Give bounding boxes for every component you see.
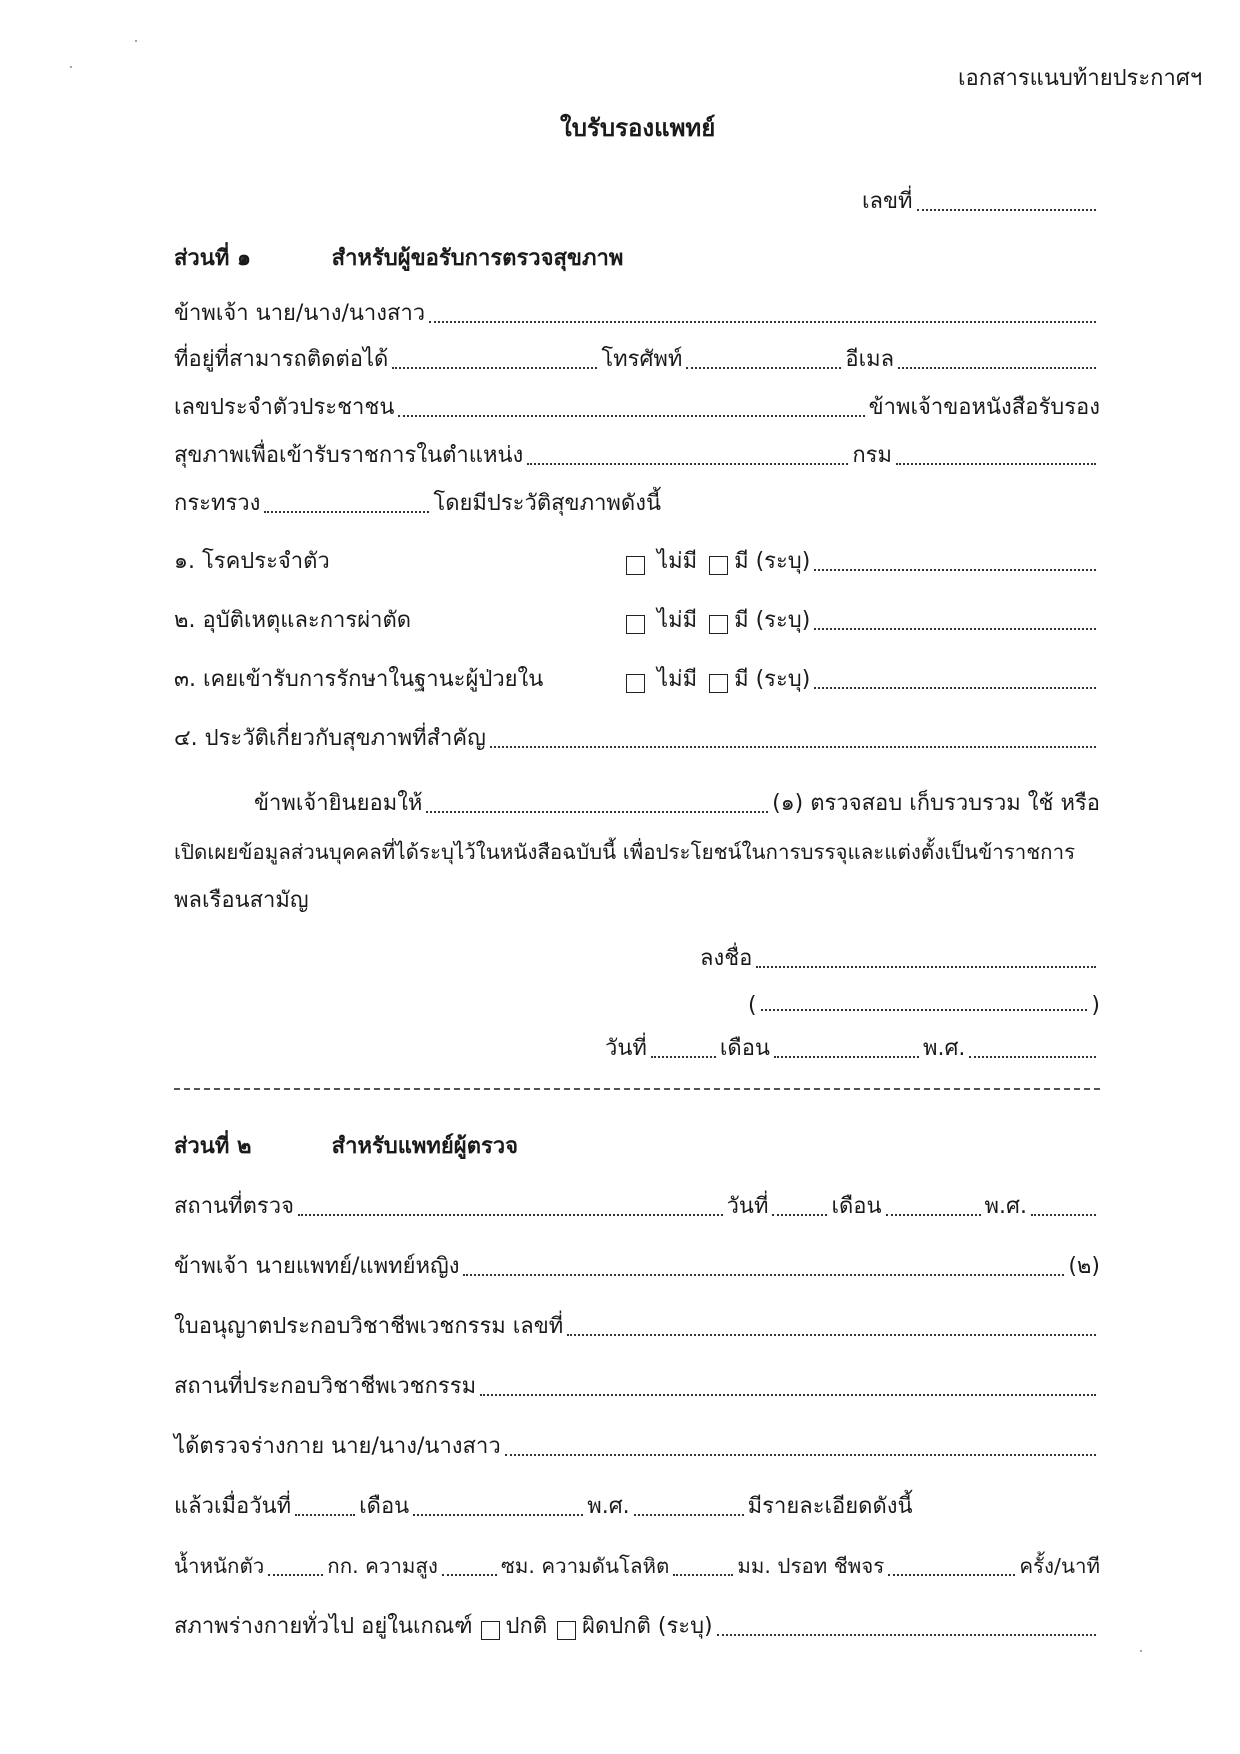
history-item xyxy=(174,656,1100,696)
cm-label: ซม. ความดันโลหิต xyxy=(500,1554,670,1578)
part2-heading xyxy=(174,1128,518,1163)
place-field[interactable] xyxy=(298,1214,723,1216)
sign-label: ลงชื่อ xyxy=(700,946,753,971)
doctor-row xyxy=(174,1243,1100,1283)
consent-agency-field[interactable] xyxy=(426,811,768,813)
pulse-field[interactable] xyxy=(888,1574,1015,1576)
pulse-unit: ครั้ง/นาที xyxy=(1019,1554,1100,1578)
scan-speck xyxy=(70,66,72,68)
mmhg-label: มม. ปรอท ชีพจร xyxy=(737,1554,885,1578)
history-item xyxy=(174,538,1100,578)
doctor-name-field[interactable] xyxy=(463,1274,1064,1276)
consent-line-2: เปิดเผยข้อมูลส่วนบุคคลที่ได้ระบุไว้ในหนังสือฉบับนี้ เพื่อประโยชน์ในการบรรจุและแต่งตั้งเป็นข้าราชการ xyxy=(174,840,1076,864)
history-item xyxy=(174,597,1100,637)
part2-heading-text: สำหรับแพทย์ผู้ตรวจ xyxy=(331,1134,519,1159)
page-title: ใบรับรองแพทย์ xyxy=(560,114,716,142)
applicant-name-row xyxy=(174,290,1100,330)
department-field[interactable] xyxy=(896,463,1096,465)
citizen-id-field[interactable] xyxy=(398,415,864,417)
examined-label: ได้ตรวจร่างกาย นาย/นาง/นางสาว xyxy=(174,1434,501,1459)
phone-label: โทรศัพท์ xyxy=(601,347,683,372)
doc-number-row xyxy=(862,178,1100,218)
vitals-row xyxy=(174,1543,1100,1583)
place-label: สถานที่ตรวจ xyxy=(174,1194,294,1219)
item4-label: ๔. ประวัติเกี่ยวกับสุขภาพที่สำคัญ xyxy=(174,726,486,751)
details-label: มีรายละเอียดดังนี้ xyxy=(747,1494,913,1519)
practice-place-row xyxy=(174,1363,1100,1403)
no-checkbox[interactable] xyxy=(626,674,645,693)
position-label: สุขภาพเพื่อเข้ารับราชการในตำแหน่ง xyxy=(174,443,524,468)
part1-heading-number: ส่วนที่ ๑ xyxy=(174,246,251,271)
history-intro: โดยมีประวัติสุขภาพดังนี้ xyxy=(433,491,662,516)
position-row xyxy=(174,432,1100,472)
weight-label: น้ำหนักตัว xyxy=(174,1554,265,1578)
yes-checkbox[interactable] xyxy=(709,556,728,575)
history-detail-field[interactable] xyxy=(814,628,1096,630)
ministry-field[interactable] xyxy=(264,511,429,513)
practice-place-field[interactable] xyxy=(480,1394,1096,1396)
item4-field[interactable] xyxy=(490,746,1096,748)
sign-date-row xyxy=(605,1025,1100,1065)
contact-row xyxy=(174,336,1100,376)
year-field[interactable] xyxy=(1031,1214,1096,1216)
part1-heading xyxy=(174,240,623,275)
year-field[interactable] xyxy=(969,1056,1096,1058)
scan-speck xyxy=(135,40,137,42)
header-note: เอกสารแนบท้ายประกาศฯ xyxy=(958,66,1203,91)
exam-month-label: เดือน xyxy=(359,1494,410,1519)
weight-field[interactable] xyxy=(268,1574,323,1576)
height-field[interactable] xyxy=(442,1574,497,1576)
doc-number-label: เลขที่ xyxy=(862,189,913,214)
kg-label: กก. ความสูง xyxy=(327,1554,438,1578)
day-field[interactable] xyxy=(772,1214,827,1216)
history-item-4 xyxy=(174,715,1100,755)
paren-open: ( xyxy=(748,993,757,1018)
no-checkbox[interactable] xyxy=(626,615,645,634)
email-field[interactable] xyxy=(898,367,1096,369)
doctor-suffix: (๒) xyxy=(1068,1254,1100,1279)
request-text: ข้าพเจ้าขอหนังสือรับรอง xyxy=(868,395,1100,420)
doc-number-field[interactable] xyxy=(917,209,1096,211)
license-field[interactable] xyxy=(567,1334,1096,1336)
history-item-label: ๑. โรคประจำตัว xyxy=(174,549,330,574)
month-label: เดือน xyxy=(719,1036,770,1061)
printed-name-field[interactable] xyxy=(761,1009,1088,1011)
history-item-label: ๒. อุบัติเหตุและการผ่าตัด xyxy=(174,608,412,633)
exam-place-row xyxy=(174,1183,1100,1223)
exam-year-label: พ.ศ. xyxy=(587,1494,630,1519)
section-divider xyxy=(174,1088,1100,1090)
yes-label: มี (ระบุ) xyxy=(734,608,811,633)
printed-name-row xyxy=(748,978,1100,1018)
no-label: ไม่มี xyxy=(657,549,698,574)
yes-checkbox[interactable] xyxy=(709,615,728,634)
exam-date-row xyxy=(174,1483,1100,1523)
general-label: สภาพร่างกายทั่วไป อยู่ในเกณฑ์ xyxy=(174,1614,473,1639)
scan-speck xyxy=(1140,1650,1142,1652)
no-label: ไม่มี xyxy=(657,608,698,633)
consent-mid: (๑) ตรวจสอบ เก็บรวบรวม ใช้ หรือ xyxy=(772,791,1100,816)
normal-label: ปกติ xyxy=(505,1614,548,1639)
email-label: อีเมล xyxy=(845,347,895,372)
abnormal-checkbox[interactable] xyxy=(557,1621,576,1640)
applicant-name-label: ข้าพเจ้า นาย/นาง/นางสาว xyxy=(174,301,426,326)
doctor-label: ข้าพเจ้า นายแพทย์/แพทย์หญิง xyxy=(174,1254,460,1279)
month-label: เดือน xyxy=(831,1194,882,1219)
yes-label: มี (ระบุ) xyxy=(734,549,811,574)
normal-checkbox[interactable] xyxy=(481,1621,500,1640)
address-field[interactable] xyxy=(392,367,597,369)
address-label: ที่อยู่ที่สามารถติดต่อได้ xyxy=(174,347,389,372)
signature-field[interactable] xyxy=(756,966,1096,968)
exam-month-field[interactable] xyxy=(413,1514,583,1516)
no-checkbox[interactable] xyxy=(626,556,645,575)
date-label: วันที่ xyxy=(605,1036,647,1061)
license-row xyxy=(174,1303,1100,1343)
abnormal-detail-field[interactable] xyxy=(717,1634,1096,1636)
signature-row xyxy=(700,935,1100,975)
part2-heading-number: ส่วนที่ ๒ xyxy=(174,1134,252,1159)
year-label: พ.ศ. xyxy=(922,1036,966,1061)
no-label: ไม่มี xyxy=(657,667,698,692)
yes-label: มี (ระบุ) xyxy=(734,667,811,692)
examined-name-field[interactable] xyxy=(505,1454,1096,1456)
month-field[interactable] xyxy=(886,1214,981,1216)
history-item-label: ๓. เคยเข้ารับการรักษาในฐานะผู้ป่วยใน xyxy=(174,667,544,692)
phone-field[interactable] xyxy=(686,367,841,369)
consent-line-3: พลเรือนสามัญ xyxy=(174,888,309,913)
citizen-id-row xyxy=(174,384,1100,424)
department-label: กรม xyxy=(852,443,892,468)
consent-start: ข้าพเจ้ายินยอมให้ xyxy=(254,791,423,816)
history-detail-field[interactable] xyxy=(814,569,1096,571)
date-label: วันที่ xyxy=(726,1194,769,1219)
exam-day-field[interactable] xyxy=(295,1514,355,1516)
exam-date-label: แล้วเมื่อวันที่ xyxy=(174,1494,292,1519)
license-label: ใบอนุญาตประกอบวิชาชีพเวชกรรม เลขที่ xyxy=(174,1314,564,1339)
abnormal-label: ผิดปกติ (ระบุ) xyxy=(582,1614,713,1639)
year-label: พ.ศ. xyxy=(984,1194,1027,1219)
position-field[interactable] xyxy=(527,463,848,465)
ministry-label: กระทรวง xyxy=(174,491,261,516)
ministry-row xyxy=(174,480,1100,520)
blood-pressure-field[interactable] xyxy=(673,1574,733,1576)
yes-checkbox[interactable] xyxy=(709,674,728,693)
month-field[interactable] xyxy=(774,1056,919,1058)
consent-line-1 xyxy=(254,780,1100,820)
practice-place-label: สถานที่ประกอบวิชาชีพเวชกรรม xyxy=(174,1374,477,1399)
general-condition-row xyxy=(174,1603,1100,1643)
exam-year-field[interactable] xyxy=(634,1514,744,1516)
applicant-name-field[interactable] xyxy=(429,321,1096,323)
examined-row xyxy=(174,1423,1100,1463)
history-detail-field[interactable] xyxy=(814,687,1096,689)
citizen-id-label: เลขประจำตัวประชาชน xyxy=(174,395,395,420)
paren-close: ) xyxy=(1091,993,1100,1018)
part1-heading-text: สำหรับผู้ขอรับการตรวจสุขภาพ xyxy=(331,246,624,271)
day-field[interactable] xyxy=(651,1056,716,1058)
